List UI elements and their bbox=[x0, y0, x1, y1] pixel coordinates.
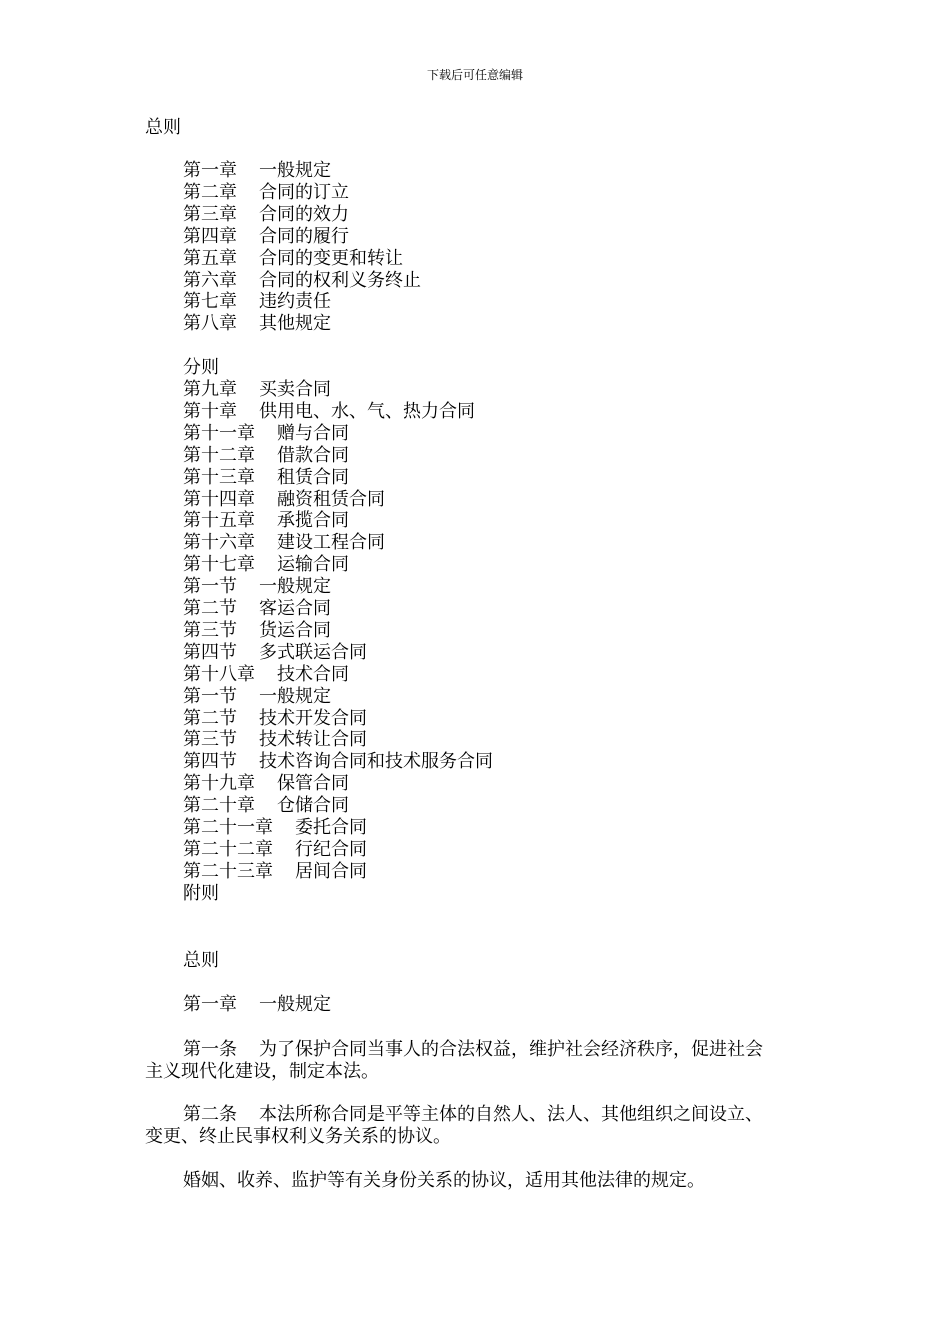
toc-number: 第十二章 bbox=[183, 445, 255, 466]
toc-title: 行纪合同 bbox=[295, 839, 367, 860]
toc-chapter-line bbox=[183, 489, 385, 511]
toc-chapter-line bbox=[183, 532, 385, 554]
toc-number: 第十三章 bbox=[183, 467, 255, 488]
toc-number: 第二节 bbox=[183, 708, 237, 729]
toc-number: 第十九章 bbox=[183, 773, 255, 794]
article-1-number: 第一条 bbox=[183, 1039, 237, 1060]
toc-number: 第十四章 bbox=[183, 489, 255, 510]
toc-chapter-line bbox=[183, 204, 349, 226]
toc-chapter-line bbox=[183, 817, 367, 839]
toc-title: 合同的订立 bbox=[259, 182, 349, 203]
toc-title: 仓储合同 bbox=[277, 795, 349, 816]
toc-chapter-line bbox=[183, 160, 331, 182]
toc-title: 多式联运合同 bbox=[259, 642, 367, 663]
toc-number: 第二十一章 bbox=[183, 817, 273, 838]
toc-specific-title: 分则 bbox=[183, 357, 219, 378]
page-header: 下载后可任意编辑 bbox=[426, 68, 523, 82]
toc-title: 违约责任 bbox=[259, 291, 331, 312]
body-general-heading: 总则 bbox=[183, 950, 219, 971]
toc-number: 第八章 bbox=[183, 313, 237, 334]
toc-chapter-line bbox=[183, 248, 403, 270]
toc-number: 第三章 bbox=[183, 204, 237, 225]
toc-chapter-line bbox=[183, 313, 331, 335]
toc-title: 借款合同 bbox=[277, 445, 349, 466]
toc-number: 第二十三章 bbox=[183, 861, 273, 882]
toc-number: 第七章 bbox=[183, 291, 237, 312]
toc-number: 第三节 bbox=[183, 620, 237, 641]
toc-title: 赠与合同 bbox=[277, 423, 349, 444]
article-1-text-1: 为了保护合同当事人的合法权益，维护社会经济秩序，促进社会 bbox=[259, 1039, 763, 1060]
toc-number: 第四章 bbox=[183, 226, 237, 247]
toc-title: 保管合同 bbox=[277, 773, 349, 794]
toc-number: 第五章 bbox=[183, 248, 237, 269]
toc-title: 货运合同 bbox=[259, 620, 331, 641]
toc-chapter-line bbox=[183, 576, 331, 598]
article-2-text-1: 本法所称合同是平等主体的自然人、法人、其他组织之间设立、 bbox=[259, 1104, 763, 1125]
toc-title: 技术开发合同 bbox=[259, 708, 367, 729]
toc-number: 第二十二章 bbox=[183, 839, 273, 860]
toc-chapter-line bbox=[183, 270, 421, 292]
toc-chapter-line bbox=[183, 839, 367, 861]
toc-title: 技术咨询合同和技术服务合同 bbox=[259, 751, 493, 772]
toc-chapter-line bbox=[183, 686, 331, 708]
toc-title: 运输合同 bbox=[277, 554, 349, 575]
toc-number: 第四节 bbox=[183, 751, 237, 772]
toc-number: 第六章 bbox=[183, 270, 237, 291]
toc-title: 融资租赁合同 bbox=[277, 489, 385, 510]
toc-title: 合同的履行 bbox=[259, 226, 349, 247]
article-2-paragraph-2: 婚姻、收养、监护等有关身份关系的协议，适用其他法律的规定。 bbox=[183, 1170, 705, 1191]
toc-chapter-line bbox=[183, 708, 367, 730]
article-2-number: 第二条 bbox=[183, 1104, 237, 1125]
toc-appendix-title: 附则 bbox=[183, 883, 219, 904]
toc-title: 买卖合同 bbox=[259, 379, 331, 400]
toc-title: 一般规定 bbox=[259, 160, 331, 181]
article-2-line-2: 变更、终止民事权利义务关系的协议。 bbox=[145, 1126, 451, 1147]
article-1-line-1 bbox=[183, 1039, 763, 1061]
toc-number: 第九章 bbox=[183, 379, 237, 400]
toc-chapter-line bbox=[183, 751, 493, 773]
toc-chapter-line bbox=[183, 773, 349, 795]
toc-number: 第二节 bbox=[183, 598, 237, 619]
toc-title: 一般规定 bbox=[259, 576, 331, 597]
toc-title: 技术转让合同 bbox=[259, 729, 367, 750]
toc-chapter-line bbox=[183, 642, 367, 664]
chapter-number: 第一章 bbox=[183, 994, 237, 1015]
toc-number: 第四节 bbox=[183, 642, 237, 663]
toc-title: 一般规定 bbox=[259, 686, 331, 707]
toc-chapter-line bbox=[183, 510, 349, 532]
toc-title: 承揽合同 bbox=[277, 510, 349, 531]
toc-number: 第三节 bbox=[183, 729, 237, 750]
toc-chapter-line bbox=[183, 423, 349, 445]
toc-chapter-line bbox=[183, 379, 331, 401]
toc-chapter-line bbox=[183, 226, 349, 248]
toc-number: 第十六章 bbox=[183, 532, 255, 553]
toc-chapter-line bbox=[183, 729, 367, 751]
toc-chapter-line bbox=[183, 795, 349, 817]
toc-title: 客运合同 bbox=[259, 598, 331, 619]
toc-chapter-line bbox=[183, 467, 349, 489]
toc-number: 第十章 bbox=[183, 401, 237, 422]
toc-number: 第一节 bbox=[183, 576, 237, 597]
toc-chapter-line bbox=[183, 291, 331, 313]
toc-chapter-line bbox=[183, 401, 475, 423]
toc-number: 第一节 bbox=[183, 686, 237, 707]
toc-chapter-line bbox=[183, 554, 349, 576]
toc-title: 合同的权利义务终止 bbox=[259, 270, 421, 291]
toc-title: 委托合同 bbox=[295, 817, 367, 838]
toc-general-title: 总则 bbox=[145, 117, 181, 138]
toc-chapter-line bbox=[183, 620, 331, 642]
toc-chapter-line bbox=[183, 664, 349, 686]
toc-chapter-line bbox=[183, 861, 367, 883]
chapter-title: 一般规定 bbox=[259, 994, 331, 1015]
toc-number: 第十一章 bbox=[183, 423, 255, 444]
article-2-line-1 bbox=[183, 1104, 763, 1126]
toc-title: 供用电、水、气、热力合同 bbox=[259, 401, 475, 422]
toc-title: 建设工程合同 bbox=[277, 532, 385, 553]
toc-chapter-line bbox=[183, 445, 349, 467]
toc-number: 第十八章 bbox=[183, 664, 255, 685]
article-1-line-2: 主义现代化建设，制定本法。 bbox=[145, 1061, 379, 1082]
toc-chapter-line bbox=[183, 182, 349, 204]
toc-title: 技术合同 bbox=[277, 664, 349, 685]
toc-title: 其他规定 bbox=[259, 313, 331, 334]
body-chapter-heading bbox=[183, 994, 331, 1016]
toc-number: 第十五章 bbox=[183, 510, 255, 531]
toc-number: 第一章 bbox=[183, 160, 237, 181]
toc-title: 租赁合同 bbox=[277, 467, 349, 488]
toc-title: 居间合同 bbox=[295, 861, 367, 882]
toc-title: 合同的变更和转让 bbox=[259, 248, 403, 269]
toc-number: 第二章 bbox=[183, 182, 237, 203]
toc-chapter-line bbox=[183, 598, 331, 620]
toc-number: 第二十章 bbox=[183, 795, 255, 816]
toc-title: 合同的效力 bbox=[259, 204, 349, 225]
toc-number: 第十七章 bbox=[183, 554, 255, 575]
